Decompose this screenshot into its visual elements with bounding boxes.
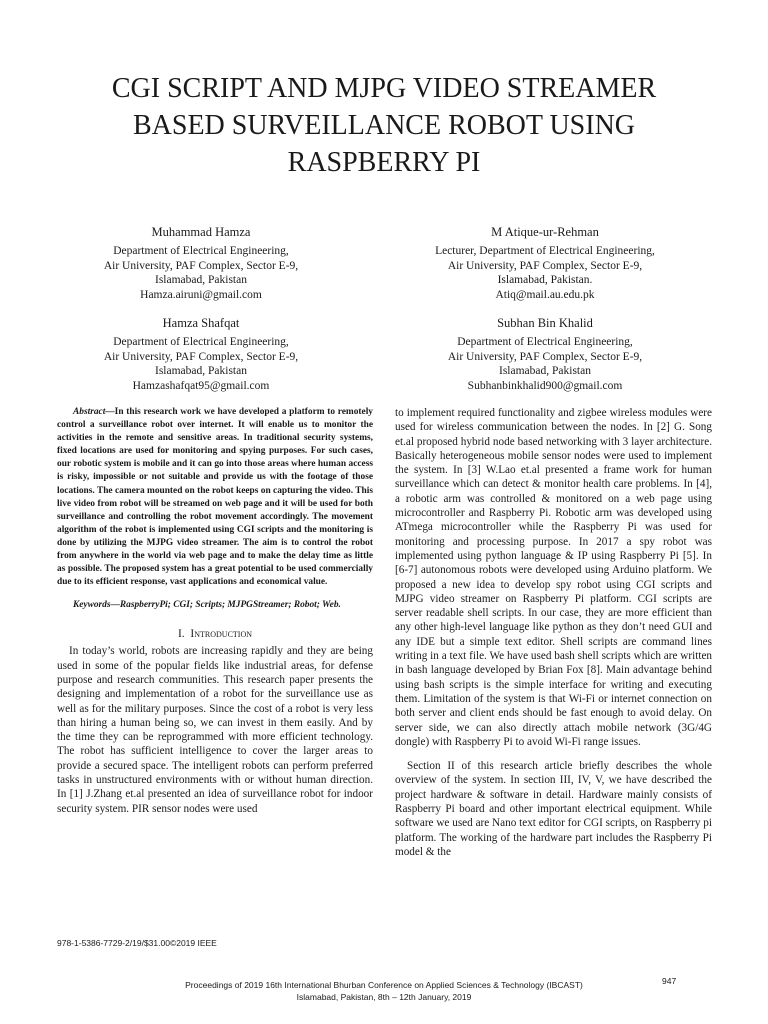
keywords-text: RaspberryPi; CGI; Scripts; MJPGStreamer; Robot; Web. bbox=[119, 600, 341, 611]
author-name: Hamza Shafqat bbox=[162, 316, 240, 330]
author-affiliation-line: Islamabad, Pakistan bbox=[499, 365, 591, 377]
author-name: Muhammad Hamza bbox=[151, 225, 251, 239]
author-block-1 bbox=[55, 224, 347, 302]
title-line-2: BASED SURVEILLANCE ROBOT USING bbox=[132, 110, 636, 141]
author-block-3 bbox=[55, 315, 347, 393]
author-affiliation-line: Islamabad, Pakistan bbox=[155, 274, 247, 286]
left-column bbox=[57, 406, 373, 816]
author-affiliation-line: Air University, PAF Complex, Sector E-9, bbox=[447, 259, 643, 272]
right-column bbox=[395, 406, 712, 859]
author-email: Hamzashafqat95@gmail.com bbox=[132, 379, 270, 392]
page-number: 947 bbox=[662, 976, 677, 986]
author-affiliation-line: Air University, PAF Complex, Sector E-9, bbox=[103, 259, 299, 272]
footer-line-2: Islamabad, Pakistan, 8th – 12th January, 2019 bbox=[296, 992, 472, 1002]
author-affiliation-line: Department of Electrical Engineering, bbox=[113, 245, 289, 257]
section-number: I. bbox=[177, 628, 185, 641]
author-affiliation-line: Islamabad, Pakistan bbox=[155, 365, 247, 377]
author-email: Hamza.airuni@gmail.com bbox=[140, 288, 262, 301]
keywords-label: Keywords— bbox=[73, 600, 120, 611]
author-affiliation-line: Air University, PAF Complex, Sector E-9, bbox=[103, 350, 299, 363]
abstract-text: In this research work we have developed a platform to remotely control a surveillance robot over internet. It will enable us to monitor the activities in the remote and sensitive areas. In traditional security systems, fixed locations are used for monitoring and spying purposes. For such cases, our robotic system is mobile and it can go into those areas where human access is risky, impossible or not suitable and provide us with the footage of those locations. The camera mounted on the robot keeps on capturing the video. This live video from robot will be streamed on web page and it will be used for both surveillance and controlling the robot movement accordingly. The movement algorithm of the robot is implemented using CGI scripts and the monitoring is done by utilizing the MJPG video streamer. The aim is to control the robot from anywhere in the world via web page and to make the delay time as little as possible. The proposed system has a great potential to be used commercially due to its efficient response, vast applications and economical value. bbox=[57, 407, 373, 588]
title-line-3: RASPBERRY PI bbox=[287, 147, 481, 178]
author-name: Subhan Bin Khalid bbox=[497, 316, 593, 330]
author-email: Atiq@mail.au.edu.pk bbox=[495, 288, 595, 301]
introduction-paragraph-continued: to implement required functionality and zigbee wireless modules were used for wireless communication between the nodes. In [2] G. Song et.al proposed hybrid node based networking with 3 layer architecture. Basically heterogeneous mobile sensor nodes were used to implement the system. In [3] W.Lao et.al presented a frame work for human surveillance which can detect & monitor health care problems. In [4], a robotic arm was controlled & monitored on a web page using microcontroller and Raspberry Pi. Robotic arm was developed using ATmega microcontroller while the Raspberry Pi was used for monitoring and processing purpose. In 2017 a spy robot was implemented using python language & IP using Raspberry Pi [5]. In [6-7] autonomous robots were developed using Arduino platform. We proposed a new idea to develop spy robot using CGI scripts and MJPG video streamer on Raspberry Pi platform. CGI scripts are server readable shell scripts. In our case, they are more efficient than any other high-level language like python as they don’t need GUI and any IDE but a simple text editor. Shell scripts are command lines writing in a text file. We have used bash shell scripts which are written in bash language developed by Brian Fox [8]. Main advantage behind using bash scripts is the simple interface for writing and executing them. Limitation of the system is that Wi-Fi or internet connection on both server and client ends should be fast enough to avoid delay. On server side, we can also directly attach mobile network (3G/4G dongle) with Raspberry Pi to avoid Wi-Fi range issues. bbox=[395, 407, 712, 748]
paper-title bbox=[60, 70, 708, 181]
abstract bbox=[57, 406, 373, 589]
author-affiliation-line: Air University, PAF Complex, Sector E-9, bbox=[447, 350, 643, 363]
conference-footer bbox=[90, 979, 678, 1003]
overview-paragraph: Section II of this research article briefly describes the whole overview of the system. In section III, IV, V, we have described the project hardware & software in detail. Hardware mainly consists of Raspberry Pi board and other important electrical equipment. While software we used are Nano text editor for CGI scripts, on Raspberry pi platform. The working of the hardware part includes the Raspberry Pi model & the bbox=[395, 760, 712, 858]
copyright-notice: 978-1-5386-7729-2/19/$31.00©2019 IEEE bbox=[57, 938, 217, 948]
author-affiliation-line: Islamabad, Pakistan. bbox=[497, 274, 593, 286]
section-heading-introduction bbox=[57, 627, 373, 641]
section-title: Introduction bbox=[190, 628, 253, 641]
author-name: M Atique-ur-Rehman bbox=[491, 225, 599, 239]
author-affiliation-line: Lecturer, Department of Electrical Engineering, bbox=[435, 245, 655, 257]
footer-line-1: Proceedings of 2019 16th International Bhurban Conference on Applied Sciences & Technology (IBCAST) bbox=[185, 980, 583, 990]
author-block-2 bbox=[395, 224, 695, 302]
author-affiliation-line: Department of Electrical Engineering, bbox=[113, 336, 289, 348]
author-affiliation-line: Department of Electrical Engineering, bbox=[457, 336, 633, 348]
keywords bbox=[57, 599, 373, 612]
introduction-paragraph: In today’s world, robots are increasing rapidly and they are being used in some of the popular fields like industrial areas, for defense purpose and research communities. This research paper presents the designing and implementation of a robot for the surveillance use as well as for the military purposes. Since the cost of a robot is very less than hiring a human being so, we can invest in them easily. And by the time they can be reprogrammed with more efficient technology. The robot has sufficient intelligence to cover the larger areas to provide a secured space. The intelligent robots can perform preferred tasks in unstructured environments with or without human direction. In [1] J.Zhang et.al presented an idea of surveillance robot for indoor security system. PIR sensor nodes were used bbox=[57, 645, 373, 815]
author-block-4 bbox=[395, 315, 695, 393]
author-email: Subhanbinkhalid900@gmail.com bbox=[467, 379, 623, 392]
abstract-label: Abstract— bbox=[73, 407, 115, 417]
title-line-1: CGI SCRIPT AND MJPG VIDEO STREAMER bbox=[111, 73, 657, 104]
